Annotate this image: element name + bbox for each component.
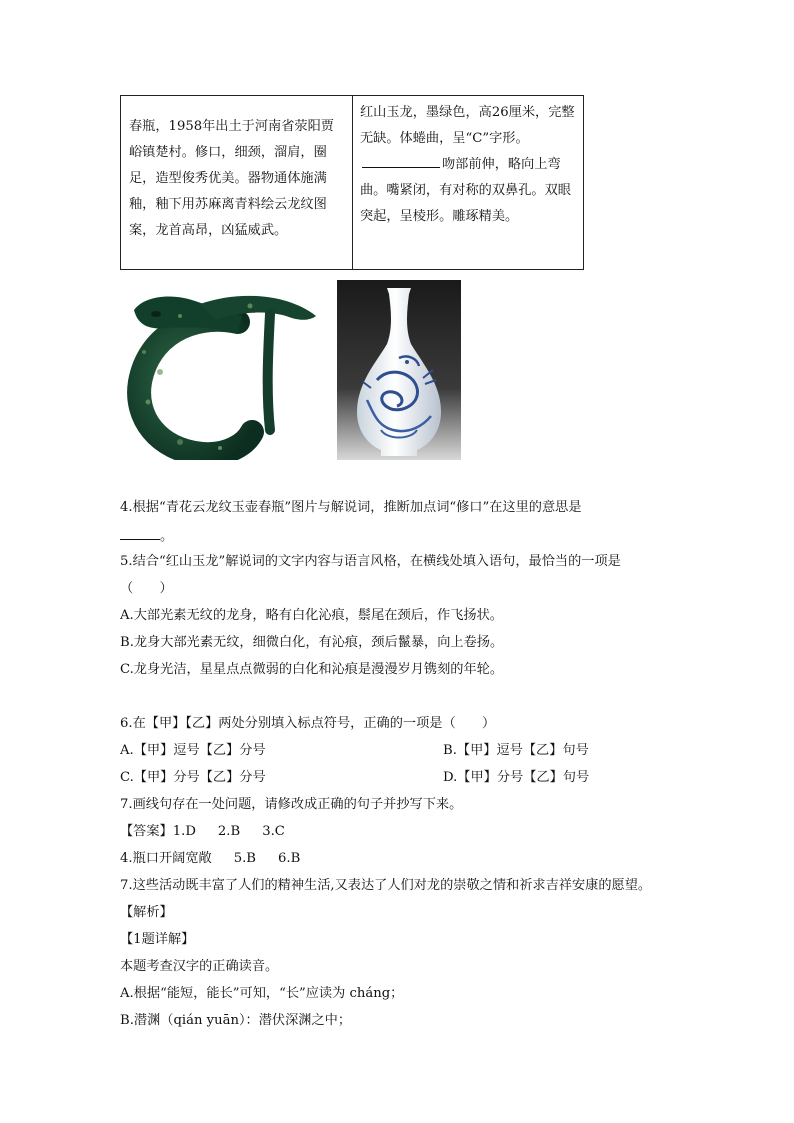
question-5-paren [120, 579, 173, 599]
analysis-q1-a [120, 984, 403, 1004]
question-5-text: 5.结合“红山玉龙”解说词的文字内容与语言风格，在横线处填入语句，最恰当的一项是 [120, 554, 621, 569]
answer-item: 4.瓶口开阔宽敞 [120, 851, 212, 866]
vase-description-cell [121, 96, 353, 269]
question-5 [120, 552, 621, 572]
vase-description-text: 春瓶，1958年出土于河南省荥阳贾峪镇楚村。修口，细颈，溜肩，圈足，造型俊秀优美。器物通体施满釉，釉下用苏麻离青料绘云龙纹图案，龙首高昂，凶猛威武。 [129, 119, 334, 238]
question-4-suffix: 。 [160, 529, 174, 544]
answer-blank [120, 525, 160, 540]
option-text: C.龙身光洁，星星点点微弱的白化和沁痕是漫漫岁月镌刻的年轮。 [120, 662, 504, 677]
hongshan-jade-dragon-image [120, 282, 330, 460]
answer-row-2 [120, 849, 300, 869]
question-6-options-row-2 [120, 768, 680, 788]
analysis-q1-b [120, 1011, 351, 1031]
question-6-text: 6.在【甲】【乙】两处分别填入标点符号，正确的一项是（ ） [120, 716, 496, 731]
option-text: D.【甲】分号【乙】句号 [443, 770, 590, 785]
analysis-heading [120, 903, 173, 923]
answer-row-3 [120, 876, 651, 896]
question-6 [120, 714, 495, 734]
question-5-option-c [120, 660, 503, 680]
answer-item: 7.这些活动既丰富了人们的精神生活,又表达了人们对龙的崇敬之情和祈求吉祥安康的愿望。 [120, 878, 652, 893]
option-text: B.【甲】逗号【乙】句号 [443, 743, 589, 758]
answer-row-1 [120, 822, 285, 842]
answer-item: 2.B [217, 824, 241, 839]
question-5-option-a [120, 606, 503, 626]
answer-paren: （ ） [120, 581, 173, 596]
analysis-text: 本题考查汉字的正确读音。 [120, 959, 279, 974]
option-text: A.【甲】逗号【乙】分号 [120, 743, 266, 758]
analysis-q1-label: 【1题详解】 [120, 932, 195, 947]
answer-item: 6.B [278, 851, 301, 866]
question-4 [120, 498, 582, 518]
analysis-text: B.潜渊（qián yuān）：潜伏深渊之中； [120, 1013, 352, 1028]
jade-dragon-description-cell [353, 96, 583, 269]
answer-item: 3.C [262, 824, 285, 839]
analysis-label: 【解析】 [120, 905, 173, 920]
question-7-text: 7.画线句存在一处问题，请修改成正确的句子并抄写下来。 [120, 797, 463, 812]
blue-white-dragon-vase-image [337, 280, 461, 460]
question-6-options-row-1 [120, 741, 680, 761]
question-4-answer-line [120, 525, 173, 547]
jade-dragon-description-text: 红山玉龙，墨绿色，高26厘米，完整无缺。体蜷曲，呈“C”字形。 [360, 105, 575, 146]
answer-item: 5.B [233, 851, 256, 866]
analysis-text: A.根据“能短，能长”可知，“长”应读为 cháng； [120, 986, 404, 1001]
option-text: A.大部光素无纹的龙身，略有白化沁痕，鬃尾在颈后，作飞扬状。 [120, 608, 503, 623]
answer-item: 1.D [172, 824, 196, 839]
analysis-q1-heading [120, 930, 194, 950]
analysis-q1-intro [120, 957, 278, 977]
option-text: C.【甲】分号【乙】分号 [120, 770, 266, 785]
fill-in-blank [362, 153, 440, 168]
option-text: B.龙身大部光素无纹，细微白化，有沁痕，颈后鬣暴，向上卷扬。 [120, 635, 504, 650]
question-4-text: 4.根据“青花云龙纹玉壶春瓶”图片与解说词，推断加点词“修口”在这里的意思是 [120, 500, 582, 515]
answer-label: 【答案】 [120, 824, 173, 839]
question-7 [120, 795, 462, 815]
question-5-option-b [120, 633, 503, 653]
description-table [120, 95, 584, 270]
jade-dragon-description-continued: 吻部前伸，略向上弯曲。嘴紧闭，有对称的双鼻孔。双眼突起，呈棱形。雕琢精美。 [360, 157, 571, 224]
